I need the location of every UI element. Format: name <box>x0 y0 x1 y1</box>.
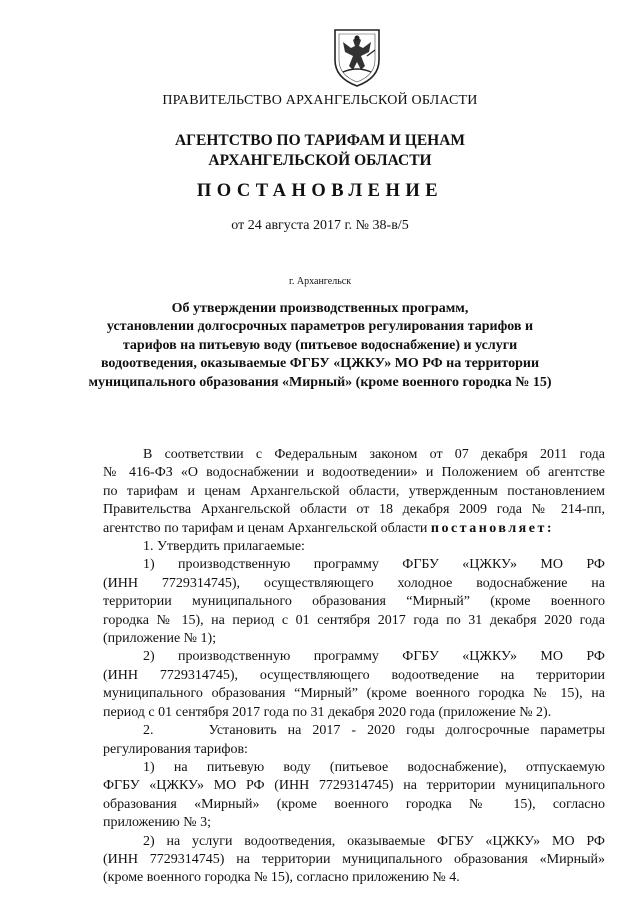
text-line: территории муниципального образования “Мирный” (кроме военного <box>103 594 605 610</box>
paragraph-preamble <box>103 446 605 538</box>
text-line: муниципального образования “Мирный” (кроме военного городка № 15), на <box>103 686 605 702</box>
text-line: образования «Мирный» (кроме военного городка № 15), согласно <box>103 796 605 812</box>
text-line: (ИНН 7729314745) на территории муниципального образования «Мирный» <box>103 851 605 867</box>
text-line <box>103 520 605 538</box>
text-line: 2) производственную программу ФГБУ «ЦЖКУ» МО РФ <box>143 649 605 665</box>
coat-of-arms-icon <box>331 26 383 88</box>
text-line: (ИНН 7729314745), осуществляющего холодное водоснабжение на <box>103 575 605 591</box>
paragraph-item-2-1 <box>103 759 605 833</box>
title-line: установлении долгосрочных параметров регулирования тарифов и <box>106 319 534 335</box>
text-line: регулирования тарифов: <box>103 741 248 757</box>
text-line: 2. Установить на 2017 - 2020 годы долгосрочные параметры <box>143 723 605 739</box>
paragraph-item-2 <box>103 722 605 759</box>
text-line: (ИНН 7729314745), осуществляющего водоотведение на территории <box>103 667 605 683</box>
text-line: ФГБУ «ЦЖКУ» МО РФ (ИНН 7729314745) на территории муниципального <box>103 778 605 794</box>
agency-name-line: АГЕНТСТВО ПО ТАРИФАМ И ЦЕНАМ <box>174 132 466 149</box>
document-title <box>0 300 640 392</box>
text-line: по тарифам и ценам Архангельской области, утвержденным постановлением <box>103 483 605 499</box>
title-line: муниципального образования «Мирный» (кроме военного городка № 15) <box>88 374 552 390</box>
text-line: 2) на услуги водоотведения, оказываемые ФГБУ «ЦЖКУ» МО РФ <box>143 833 605 849</box>
text-line: В соответствии с Федеральным законом от 07 декабря 2011 года <box>143 447 605 462</box>
date-and-number: от 24 августа 2017 г. № 38-в/5 <box>231 218 409 233</box>
title-line: водоотведения, оказываемые ФГБУ «ЦЖКУ» МО РФ на территории <box>100 356 540 372</box>
paragraph-item-1-2 <box>103 648 605 722</box>
text-line: 1) производственную программу ФГБУ «ЦЖКУ» МО РФ <box>143 557 605 573</box>
agency-name-line: АРХАНГЕЛЬСКОЙ ОБЛАСТИ <box>208 152 432 169</box>
city: г. Архангельск <box>288 276 352 287</box>
government-name: ПРАВИТЕЛЬСТВО АРХАНГЕЛЬСКОЙ ОБЛАСТИ <box>162 93 478 108</box>
agency-name <box>0 131 640 171</box>
text-line: 1. Утвердить прилагаемые: <box>143 539 305 555</box>
text-line: приложению № 3; <box>103 815 212 831</box>
paragraph-item-1 <box>103 538 605 556</box>
text-line: 1) на питьевую воду (питьевое водоснабжение), отпускаемую <box>143 759 605 775</box>
decree-verb: постановляет: <box>430 520 554 536</box>
text-line: городка № 15), на период с 01 сентября 2017 года по 31 декабря 2020 года <box>103 612 605 628</box>
document-type: ПОСТАНОВЛЕНИЕ <box>196 181 444 201</box>
text-line: (кроме военного городка № 15), согласно приложению № 4. <box>103 870 460 886</box>
text-fragment: агентство по тарифам и ценам Архангельской области <box>103 520 428 536</box>
document-body <box>103 446 605 888</box>
paragraph-item-2-2 <box>103 833 605 888</box>
title-line: тарифов на питьевую воду (питьевое водоснабжение) и услуги <box>122 337 518 353</box>
title-line: Об утверждении производственных программ, <box>171 301 469 316</box>
text-line: № 416-ФЗ «О водоснабжении и водоотведении» и Положением об агентстве <box>103 465 605 481</box>
paragraph-item-1-1 <box>103 556 605 648</box>
text-line: (приложение № 1); <box>103 631 217 647</box>
text-line: период с 01 сентября 2017 года по 31 декабря 2020 года (приложение № 2). <box>103 704 552 720</box>
text-line: Правительства Архангельской области от 18 декабря 2009 года № 214-пп, <box>103 502 605 518</box>
